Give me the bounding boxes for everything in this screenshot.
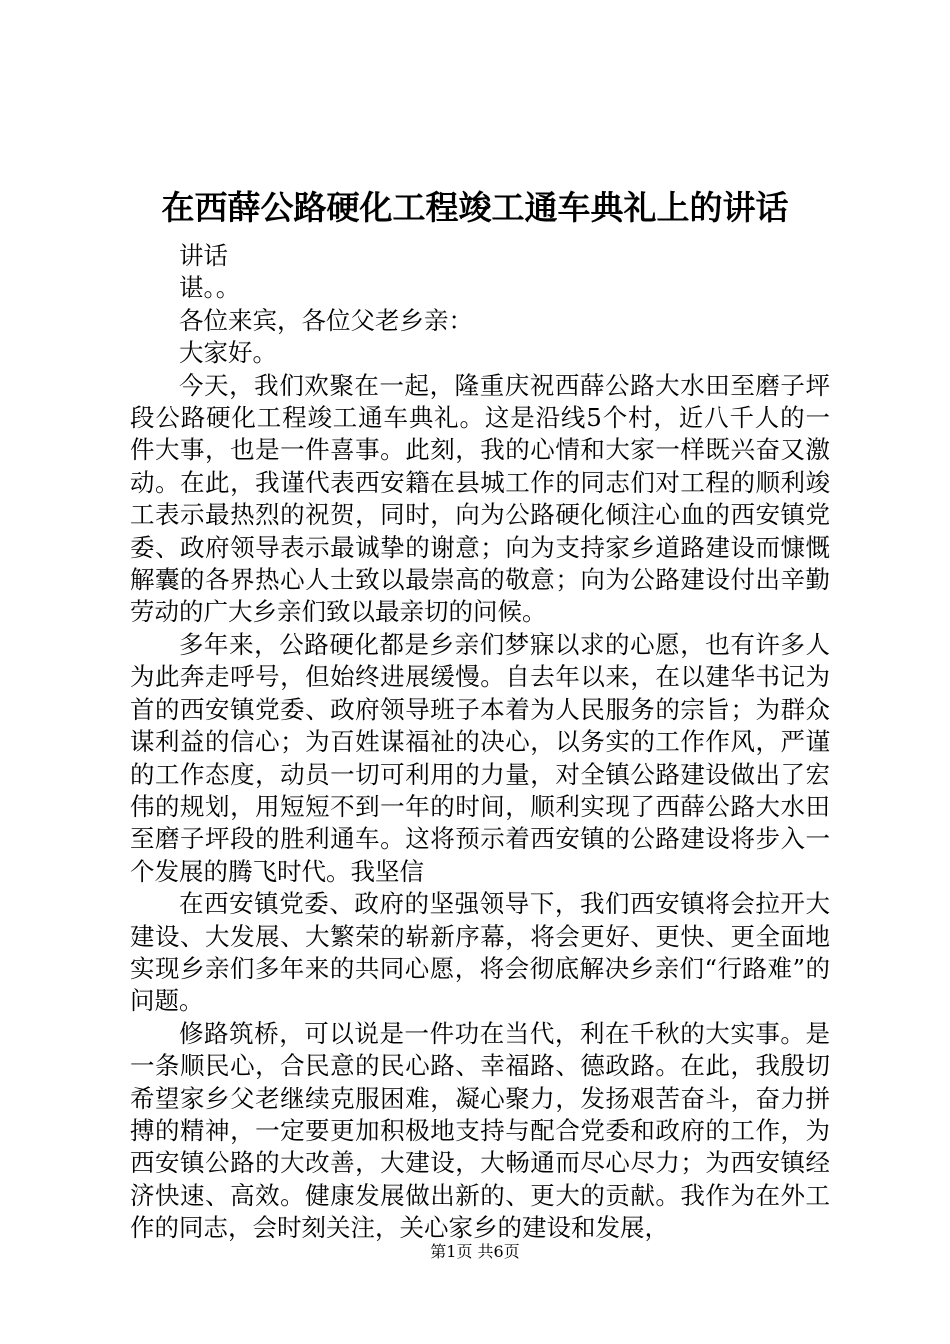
paragraph-salutation: 各位来宾，各位父老乡亲：	[179, 305, 473, 335]
paragraph-body: 修路筑桥，可以说是一件功在当代，利在千秋的大实事。是一条顺民心，合民意的民心路、幸福路、德政路。在此，我殷切希望家乡父老继续克服困难，凝心聚力，发扬艰苦奋斗，奋力拼搏的精神，一定要更加积极地支持与配合党委和政府的工作，为西安镇公路的大改善，大建设，大畅通而尽心尽力；为西安镇经济快速、高效。健康发展做出新的、更大的贡献。我作为在外工作的同志，会时刻关注，关心家乡的建设和发展，	[130, 1018, 830, 1243]
paragraph-author: 谌。。	[179, 273, 241, 303]
paragraph-greeting: 大家好。	[179, 338, 277, 368]
document-title: 在西薛公路硬化工程竣工通车典礼上的讲话	[161, 188, 789, 227]
page-number-footer: 第1页 共6页	[430, 1242, 520, 1261]
document-body	[130, 240, 830, 1245]
paragraph-speech-label: 讲话	[179, 241, 228, 270]
paragraph-body: 今天，我们欢聚在一起，隆重庆祝西薛公路大水田至磨子坪段公路硬化工程竣工通车典礼。这是沿线5个村，近八千人的一件大事，也是一件喜事。此刻，我的心情和大家一样既兴奋又激动。在此，我谨代表西安籍在县城工作的同志们对工程的顺利竣工表示最热烈的祝贺，同时，向为公路硬化倾注心血的西安镇党委、政府领导表示最诚挚的谢意；向为支持家乡道路建设而慷慨解囊的各界热心人士致以最崇高的敬意；向为公路建设付出辛勤劳动的广大乡亲们致以最亲切的问候。	[130, 370, 830, 627]
paragraph-body: 在西安镇党委、政府的坚强领导下，我们西安镇将会拉开大建设、大发展、大繁荣的崭新序幕，将会更好、更快、更全面地实现乡亲们多年来的共同心愿，将会彻底解决乡亲们“行路难”的问题。	[130, 889, 830, 1016]
paragraph-body: 多年来，公路硬化都是乡亲们梦寐以求的心愿，也有许多人为此奔走呼号，但始终进展缓慢。自去年以来，在以建华书记为首的西安镇党委、政府领导班子本着为人民服务的宗旨；为群众谋利益的信心；为百姓谋福祉的决心，以务实的工作作风，严谨的工作态度，动员一切可利用的力量，对全镇公路建设做出了宏伟的规划，用短短不到一年的时间，顺利实现了西薛公路大水田至磨子坪段的胜利通车。这将预示着西安镇的公路建设将步入一个发展的腾飞时代。我坚信	[130, 629, 830, 886]
